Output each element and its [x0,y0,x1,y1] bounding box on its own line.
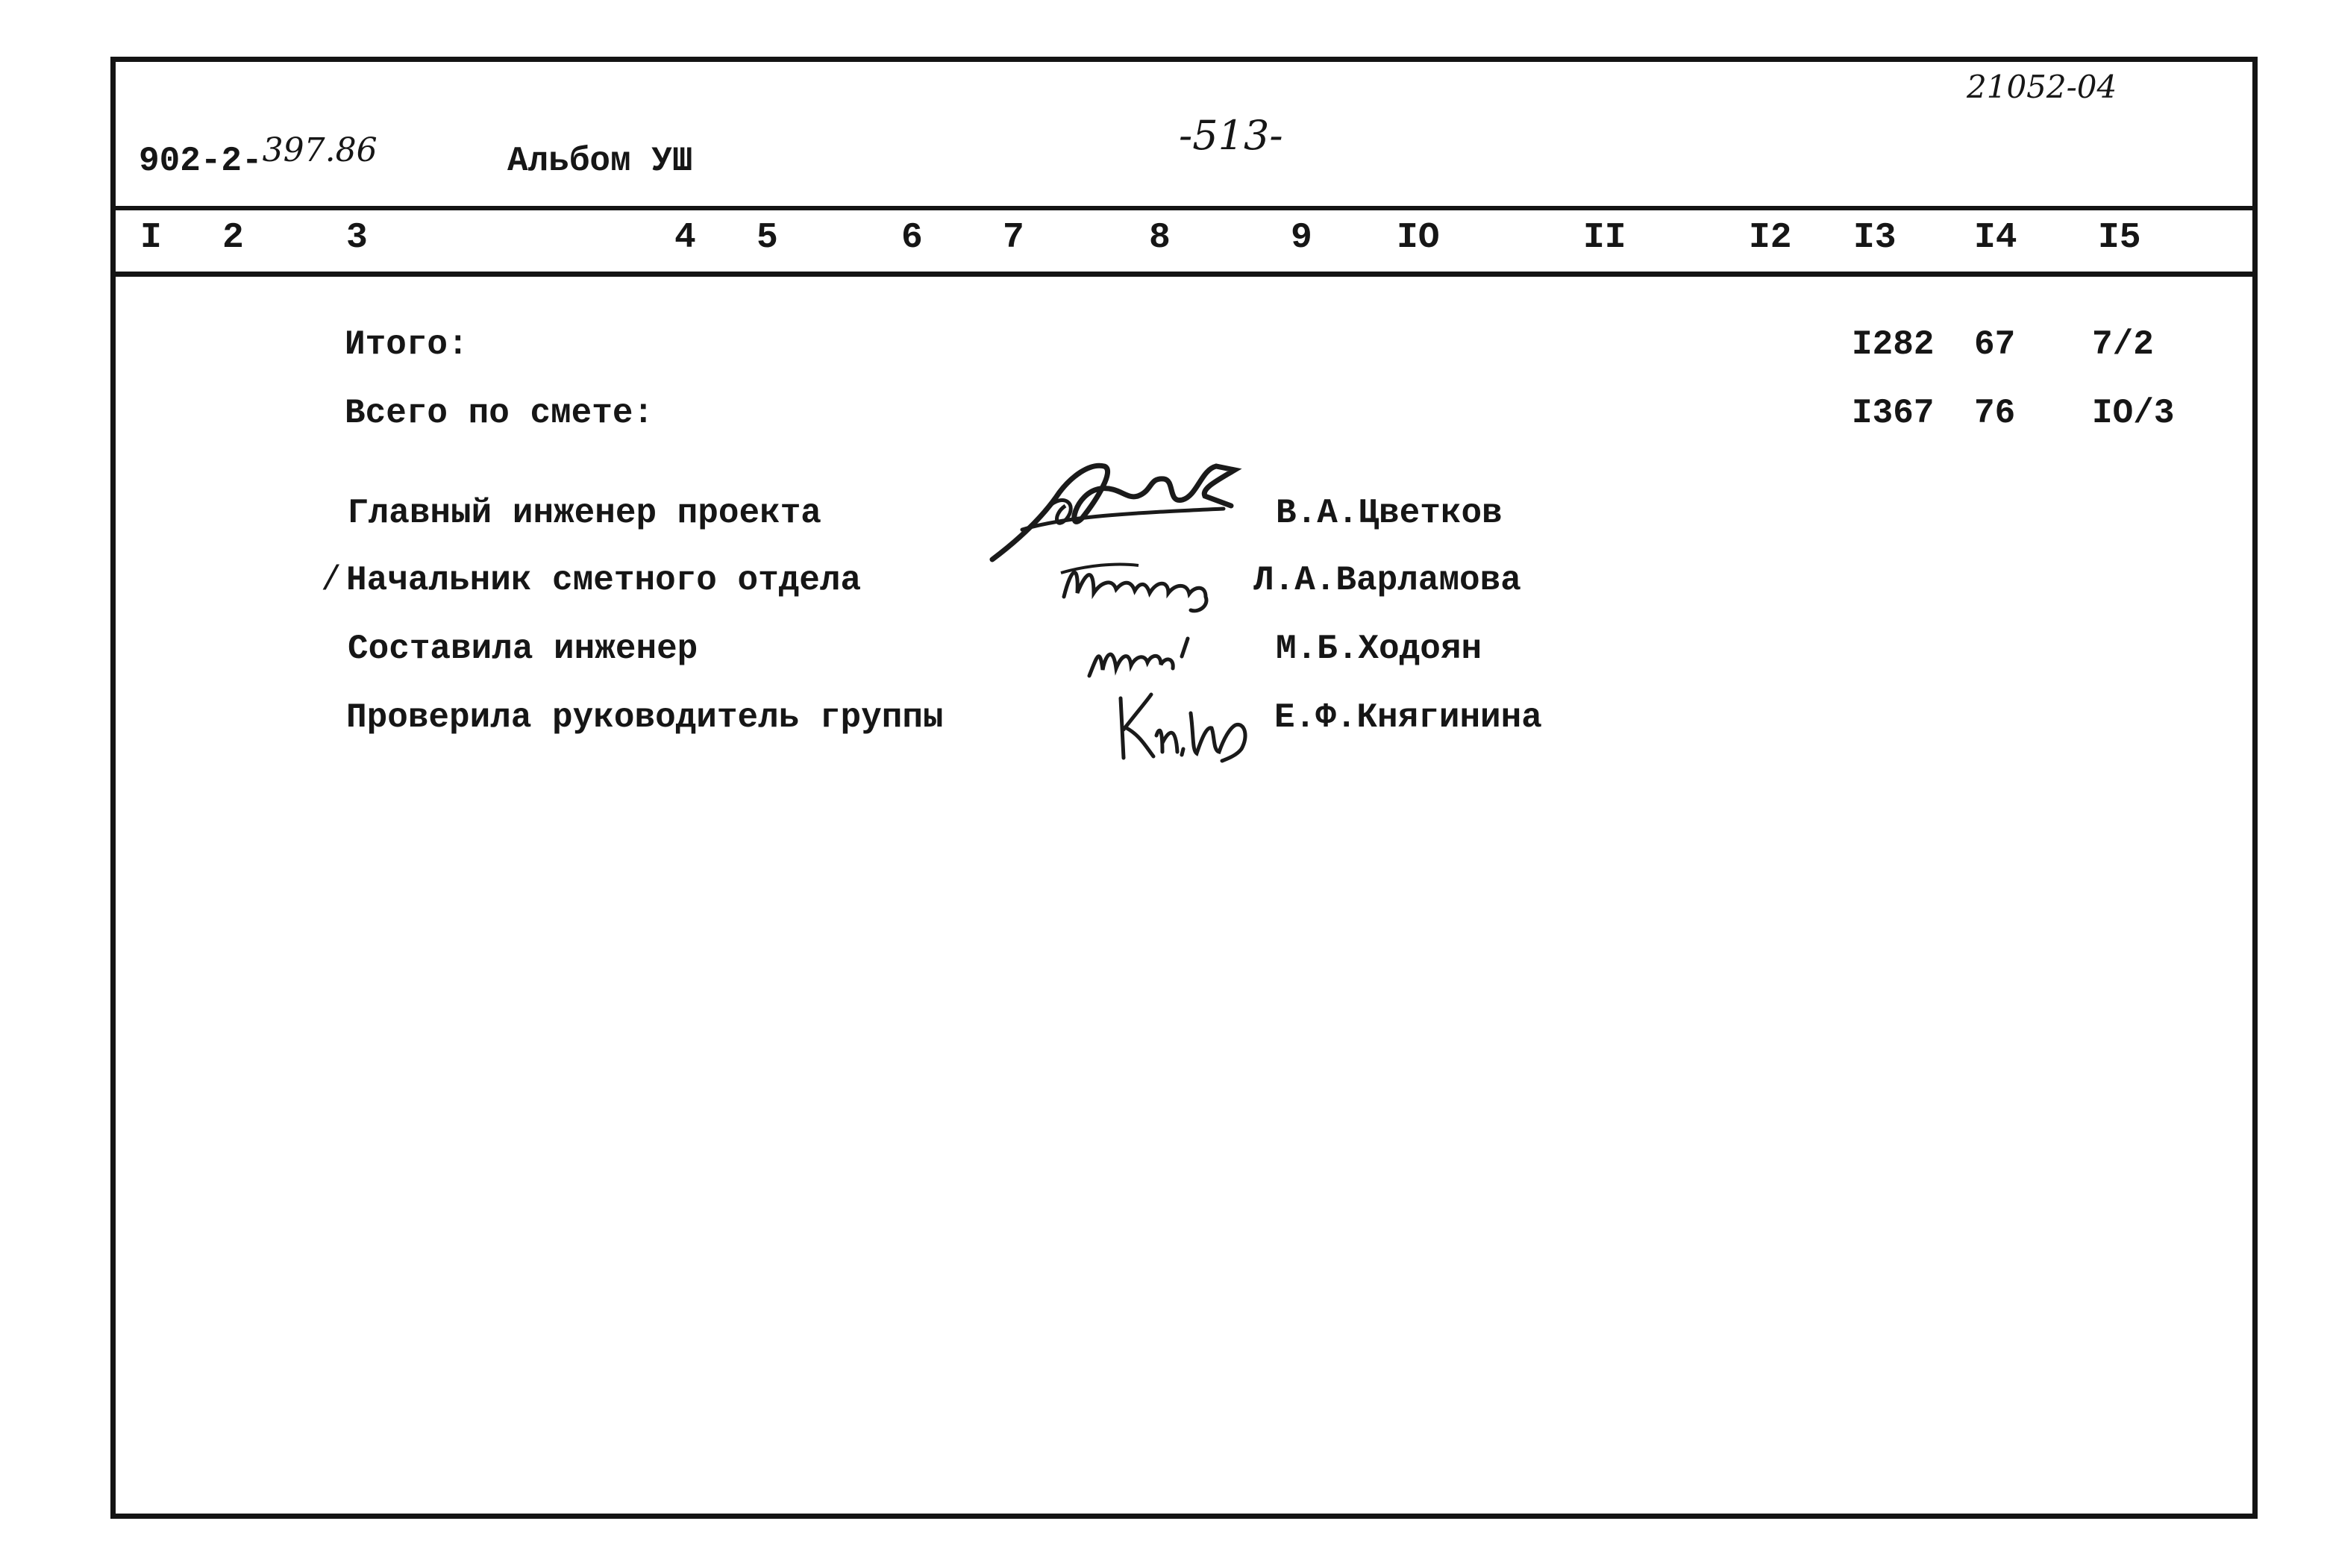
grand-total-label: Всего по смете: [345,394,654,433]
signature-group-lead [1110,683,1267,765]
total-cost: I282 [1852,325,1935,364]
album-label: Альбом УШ [507,142,693,181]
margin-tick: / [321,561,342,600]
signatory-name: В.А.Цветков [1276,494,1503,533]
column-header-bottom-rule [112,272,2256,277]
column-number: I5 [2098,218,2141,258]
grand-total-cost: I367 [1852,394,1935,433]
page-number: -513- [1179,112,1283,159]
column-number: I4 [1974,218,2017,258]
grand-total-col15: IO/3 [2092,394,2175,433]
column-number: II [1583,218,1626,258]
signatory-name: Л.А.Варламова [1253,561,1521,600]
column-number: 2 [222,218,244,258]
total-label: Итого: [345,325,469,364]
signatory-name: М.Б.Ходоян [1276,630,1482,668]
column-number: IO [1397,218,1440,258]
grand-total-col14: 76 [1974,394,2016,433]
column-number: 6 [901,218,923,258]
column-number: 9 [1291,218,1312,258]
total-col14: 67 [1974,325,2016,364]
signatory-role: Начальник сметного отдела [346,561,862,600]
column-number: I [140,218,162,258]
column-header-top-rule [112,206,2256,210]
signature-estimate-head [1056,552,1228,619]
column-number: I3 [1853,218,1897,258]
column-number: I2 [1749,218,1792,258]
signature-chief-engineer [977,448,1246,567]
signatory-name: Е.Ф.Княгинина [1274,698,1542,737]
signatory-role: Проверила руководитель группы [346,698,944,737]
column-number: 8 [1149,218,1171,258]
column-number: 4 [674,218,696,258]
column-number: 5 [757,218,778,258]
doc-number-printed: 902-2- [139,142,263,181]
column-number: 7 [1003,218,1024,258]
total-col15: 7/2 [2092,325,2154,364]
signature-engineer [1083,624,1218,683]
signatory-role: Составила инженер [348,630,698,668]
doc-number-handwritten: 397.86 [262,131,378,169]
doc-number [139,131,378,181]
signatory-role: Главный инженер проекта [348,494,821,533]
column-number: 3 [346,218,368,258]
archive-code: 21052-04 [1967,69,2117,105]
